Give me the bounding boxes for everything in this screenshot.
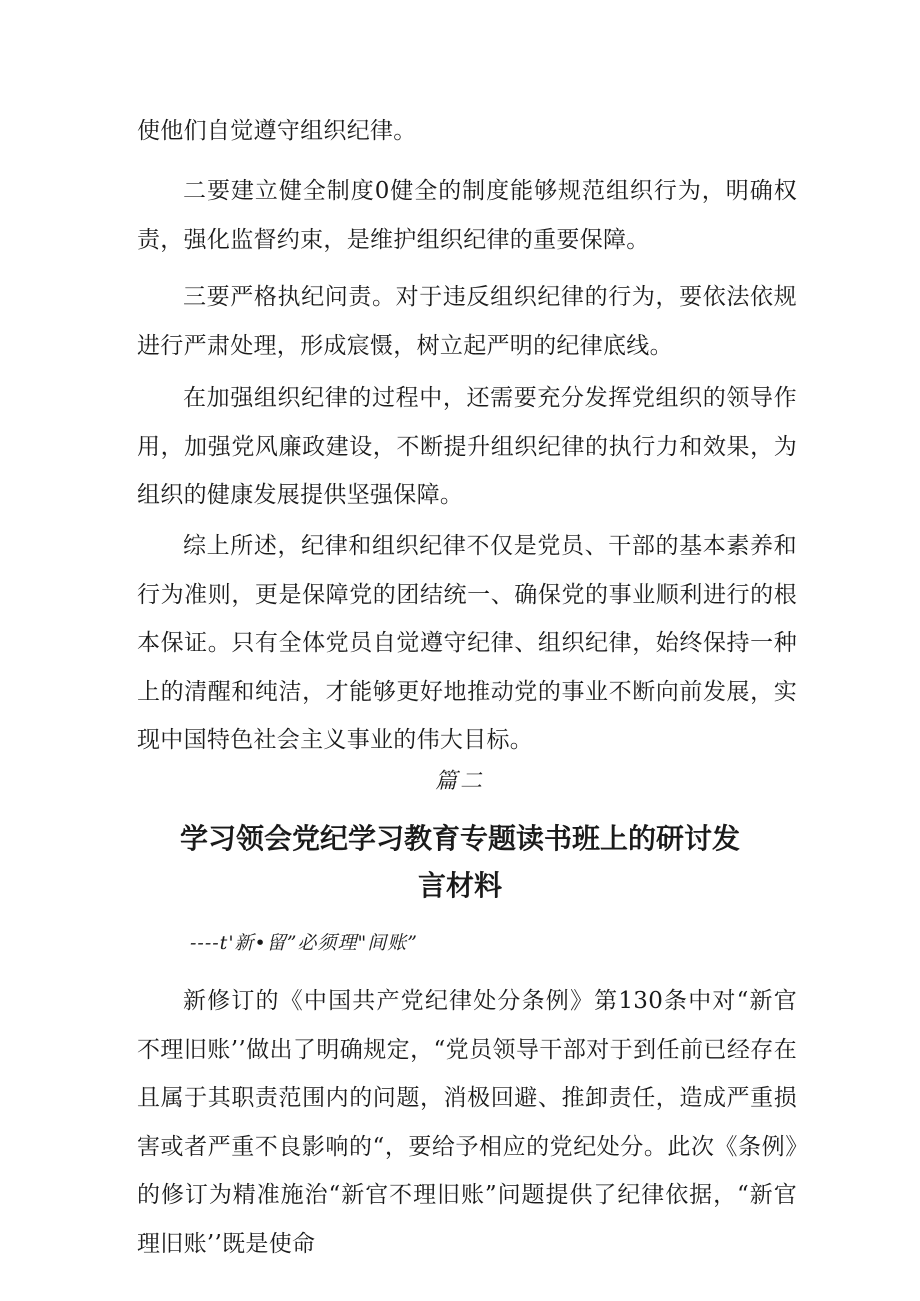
title-line-2: 言材料 bbox=[417, 869, 502, 902]
paragraph-continuation: 使他们自觉遵守组织纪律。 bbox=[137, 118, 417, 144]
article-title bbox=[160, 815, 760, 909]
paragraph-regulation: 新修订的《中国共产党纪律处分条例》第130条中对“新官不理旧账’’做出了明确规定，“党员领导干部对于到任前已经存在且属于其职责范围内的问题，消极回避、推卸责任，造成严重损害或者严重不良影响的“，要给予相应的党纪处分。此次《条例》的修订为精准施治“新官不理旧账”问题提供了纪律依据，“新官理旧账’’既是使命 bbox=[137, 988, 797, 1257]
title-line-1: 学习领会党纪学习教育专题读书班上的研讨发 bbox=[179, 822, 740, 855]
section-label: 篇二 bbox=[434, 769, 485, 794]
paragraph-summary: 综上所述，纪律和组织纪律不仅是党员、干部的基本素养和行为准则，更是保障党的团结统一、确保党的事业顺利进行的根本保证。只有全体党员自觉遵守纪律、组织纪律，始终保持一种上的清醒和纯洁，才能够更好地推动党的事业不断向前发展，实现中国特色社会主义事业的伟大目标。 bbox=[137, 533, 797, 753]
paragraph-rule-three: 三要严格执纪问责。对于违反组织纪律的行为，要依法依规进行严肃处理，形成宸慑，树立起严明的纪律底线。 bbox=[137, 284, 797, 359]
article-subtitle: ----t'新•留”必须理"间账” bbox=[190, 932, 418, 954]
paragraph-rule-two: 二要建立健全制度0健全的制度能够规范组织行为，明确权责，强化监督约束，是维护组织纪律的重要保障。 bbox=[137, 178, 797, 253]
paragraph-leadership: 在加强组织纪律的过程中，还需要充分发挥党组织的领导作用，加强党风廉政建设，不断提升组织纪律的执行力和效果，为组织的健康发展提供坚强保障。 bbox=[137, 385, 797, 508]
